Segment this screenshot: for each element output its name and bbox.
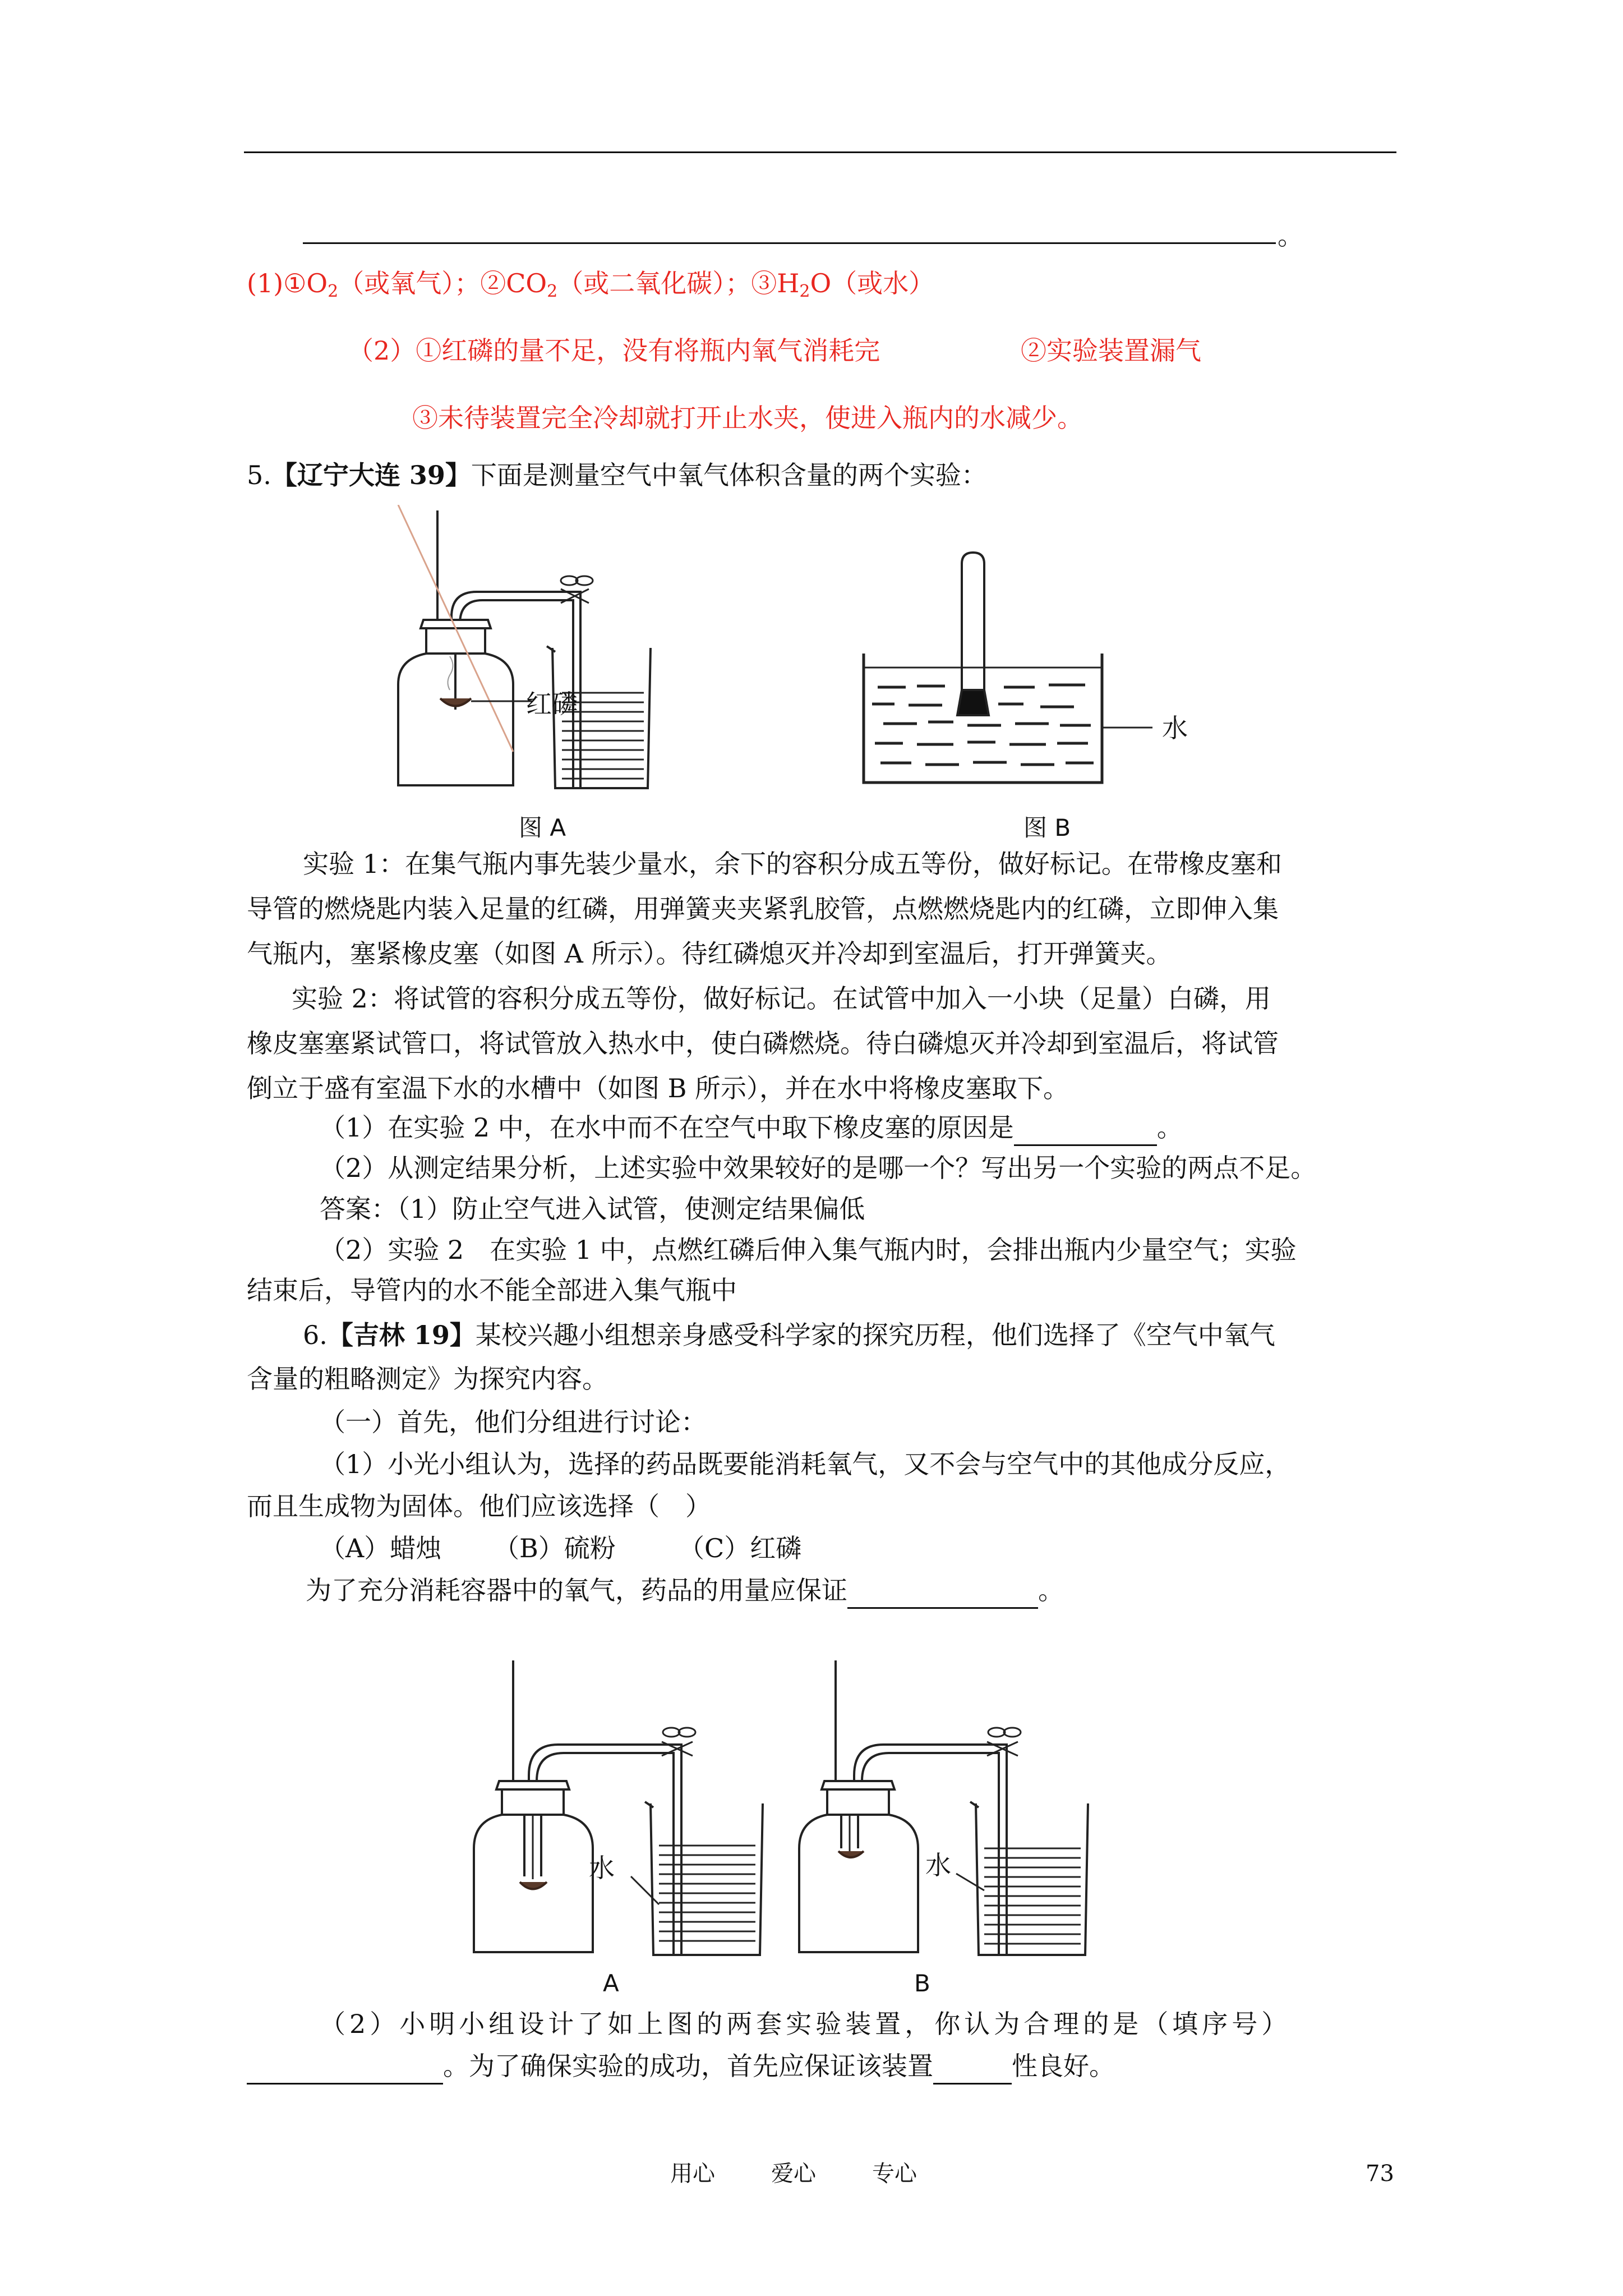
figure-q6-b-apparatus (788, 1655, 1124, 1969)
q5-answer-2-line-2: 结束后，导管内的水不能全部进入集气瓶中 (247, 1275, 737, 1305)
q6-p1-line-2: 而且生成物为固体。他们应该选择（ ） (247, 1491, 711, 1521)
footer-motto-2: 爱心 (771, 2161, 816, 2187)
top-period: 。 (1278, 220, 1303, 251)
q6-option-a: （A）蜡烛 (320, 1533, 442, 1563)
q5-question-2: （2）从测定结果分析，上述实验中效果较好的是哪一个？写出另一个实验的两点不足。 (320, 1153, 1317, 1183)
q6-option-b: （B）硫粉 (494, 1533, 616, 1563)
figure-q6-b-caption: B (914, 1970, 930, 1997)
q6-p2-blank-2 (933, 2049, 1012, 2085)
answer-blank-line (303, 242, 1276, 244)
q6-p2-line-2: 。为了确保实验的成功，首先应保证该装置 性良好。 (247, 2049, 1115, 2085)
q6-p2-line-1: （2）小明小组设计了如上图的两套实验装置，你认为合理的是（填序号） (320, 2009, 1292, 2039)
figure-q6-a-caption: A (603, 1970, 619, 1997)
answer-4-line-1: $(1)①O_2$（或氧气）；$②CO_2$（或二氧化碳）；$③H_2O$（或水） (247, 268, 935, 301)
figure-b-apparatus (855, 547, 1203, 794)
q5-exp1-line-3: 气瓶内，塞紧橡皮塞（如图 A 所示）。待红磷熄灭并冷却到室温后，打开弹簧夹。 (247, 938, 1172, 969)
q6-stem-line-2: 含量的粗略测定》为探究内容。 (247, 1364, 608, 1394)
q5-exp1-line-2: 导管的燃烧匙内装入足量的红磷，用弹簧夹夹紧乳胶管，点燃燃烧匙内的红磷，立即伸入集 (247, 894, 1279, 924)
q6-p1b: 为了充分消耗容器中的氧气，药品的用量应保证 。 (306, 1573, 1064, 1609)
answer-4-line-2b: ②实验装置漏气 (1021, 335, 1201, 366)
figure-a-caption: 图 A (519, 814, 566, 841)
answer-4-line-2a: （2）①红磷的量不足，没有将瓶内氧气消耗完 (348, 335, 880, 366)
figure-b-caption: 图 B (1023, 814, 1071, 841)
q5-question-1: （1）在实验 2 中，在水中而不在空气中取下橡皮塞的原因是 。 (320, 1111, 1183, 1146)
q5-exp2-line-2: 橡皮塞塞紧试管口，将试管放入热水中，使白磷燃烧。待白磷熄灭并冷却到室温后，将试管 (247, 1028, 1279, 1059)
figure-b-label-water: 水 (1162, 713, 1188, 743)
q6-p2-blank-1 (247, 2049, 443, 2085)
q6-option-c: （C）红磷 (679, 1533, 802, 1563)
footer-motto-1: 用心 (670, 2161, 715, 2187)
page-number: 73 (1366, 2161, 1394, 2187)
q5-heading: 5.【辽宁大连 39】下面是测量空气中氧气体积含量的两个实验： (247, 460, 987, 490)
q5-answer-2-line-1: （2）实验 2 在实验 1 中，点燃红磷后伸入集气瓶内时，会排出瓶内少量空气；实验 (320, 1235, 1297, 1265)
figure-q6-a-label-water: 水 (589, 1853, 615, 1883)
q6-p1-line-1: （1）小光小组认为，选择的药品既要能消耗氧气，又不会与空气中的其他成分反应， (320, 1449, 1291, 1479)
figure-a-label-red-phosphorus: 红磷 (526, 689, 578, 719)
q5-exp2-line-3: 倒立于盛有室温下水的水槽中（如图 B 所示），并在水中将橡皮塞取下。 (247, 1073, 1069, 1103)
header-rule (244, 151, 1396, 153)
answer-4-line-3: ③未待装置完全冷却就打开止水夹，使进入瓶内的水减少。 (412, 403, 1083, 433)
figure-q6-a-apparatus (463, 1655, 799, 1969)
q6-heading: 6.【吉林 19】某校兴趣小组想亲身感受科学家的探究历程，他们选择了《空气中氧气 (303, 1320, 1275, 1350)
q6-part-1-title: （一）首先，他们分组进行讨论： (320, 1407, 707, 1437)
q5-exp2-line-1: 实验 2：将试管的容积分成五等份，做好标记。在试管中加入一小块（足量）白磷，用 (292, 983, 1271, 1014)
q5-answer-1: 答案：（1）防止空气进入试管，使测定结果偏低 (320, 1194, 865, 1224)
q6-p1b-blank (847, 1573, 1038, 1609)
q5-source: 【辽宁大连 39】 (271, 460, 471, 490)
q5-q1-blank (1014, 1111, 1157, 1146)
q5-exp1-line-1: 实验 1：在集气瓶内事先装少量水，余下的容积分成五等份，做好标记。在带橡皮塞和 (303, 849, 1282, 879)
q6-source: 【吉林 19】 (327, 1320, 476, 1350)
figure-q6-b-label-water: 水 (925, 1850, 951, 1880)
footer-motto-3: 专心 (872, 2161, 917, 2187)
figure-a-apparatus (387, 505, 690, 797)
